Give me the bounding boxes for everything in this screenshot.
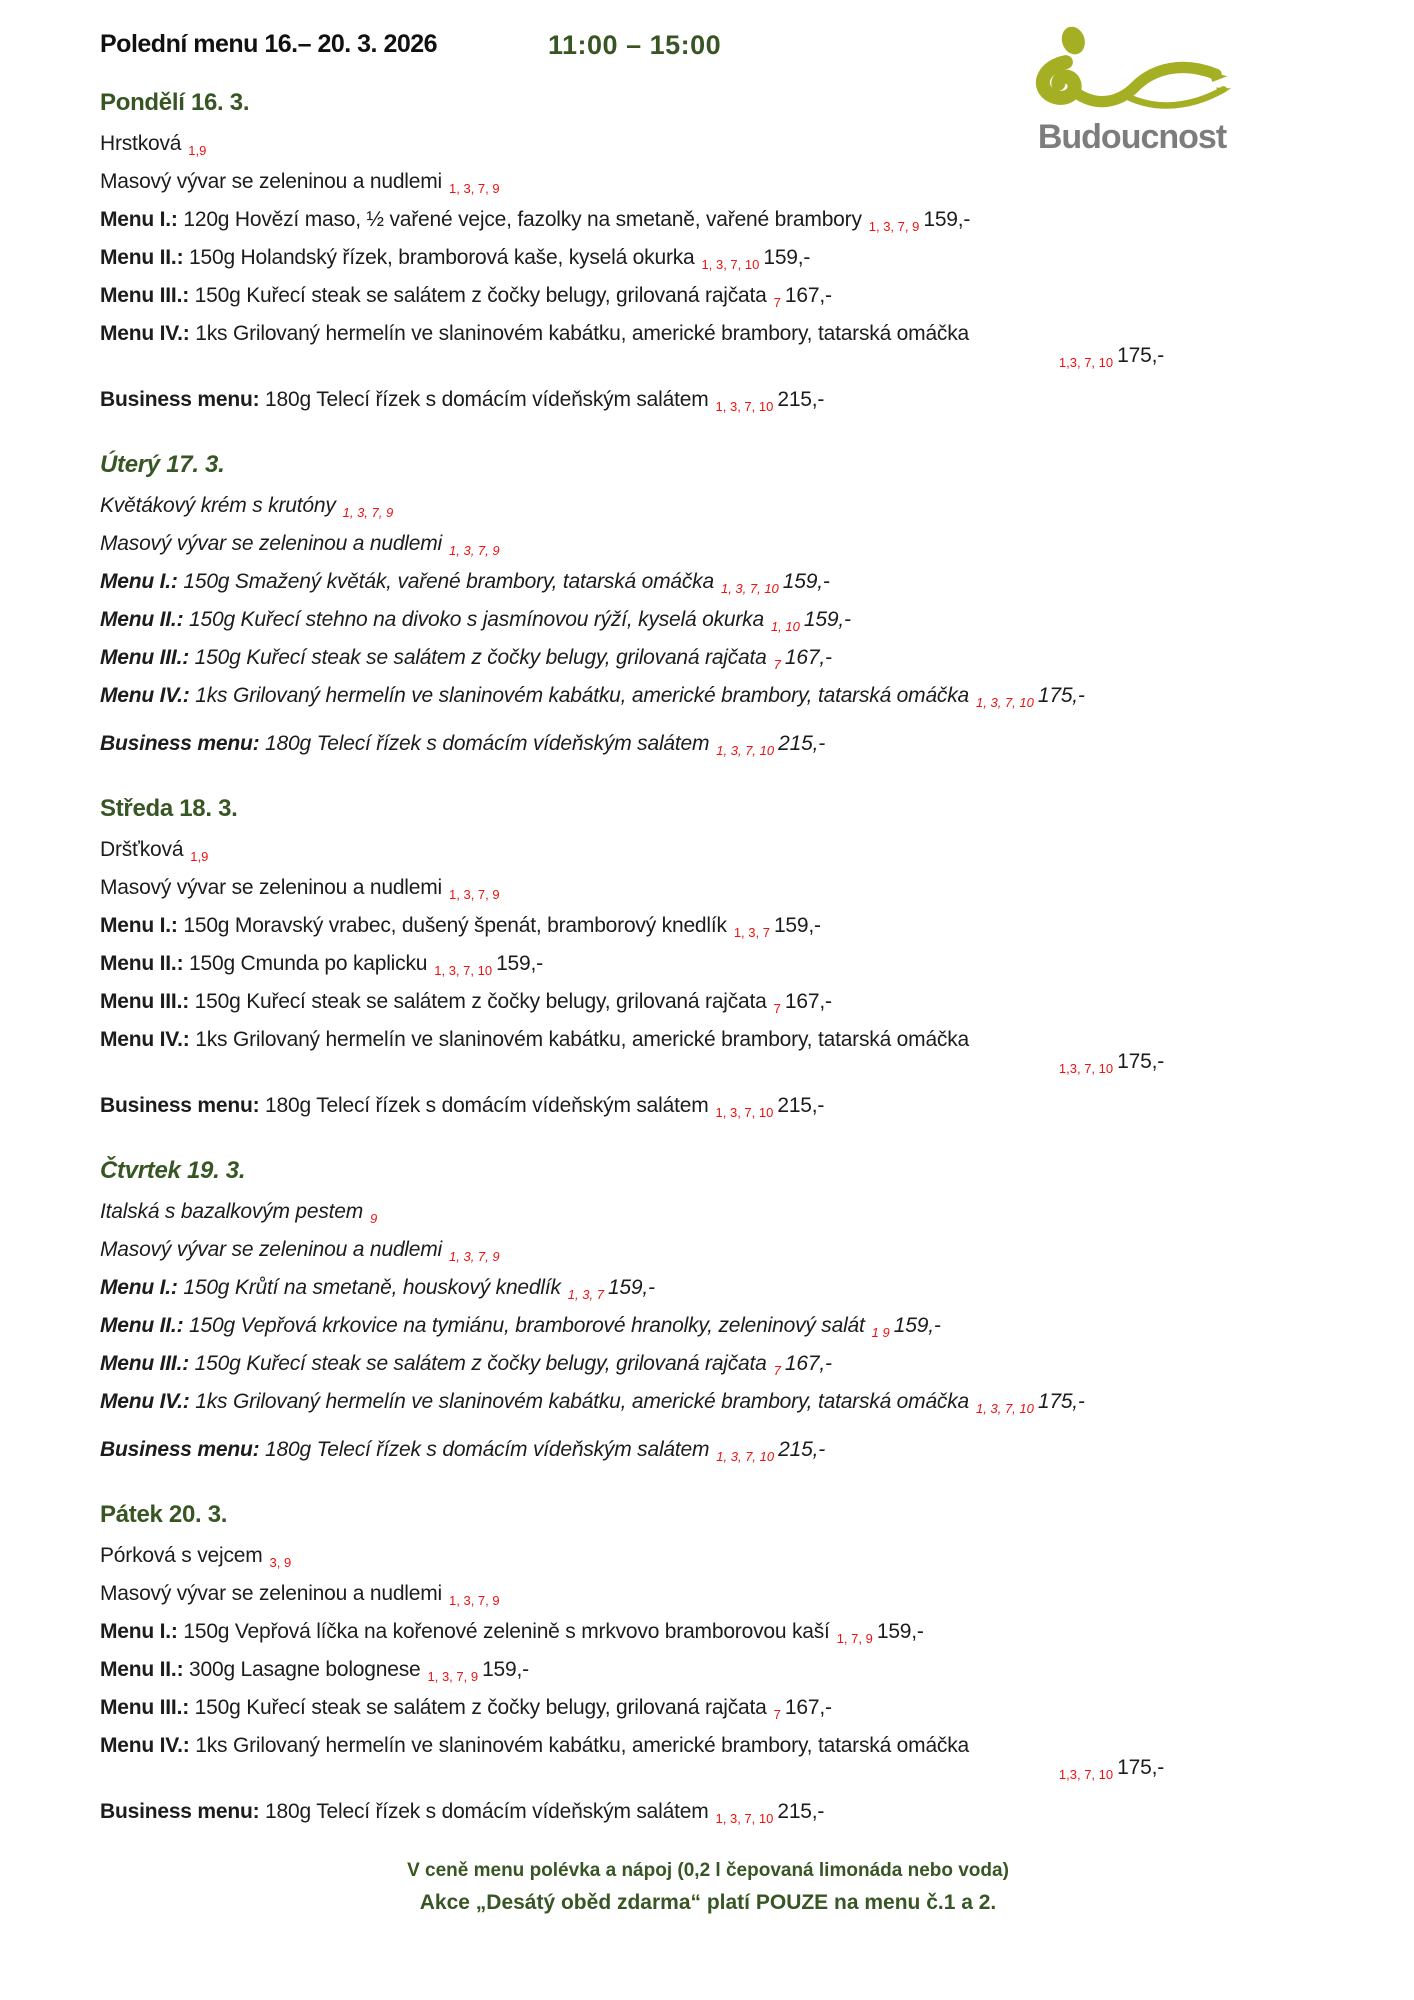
allergen-codes: 1, 3, 7, 10 [976, 695, 1034, 710]
dish-text: Hrstková [100, 132, 182, 155]
dish-text: 180g Telecí řízek s domácím vídeňským salátem [265, 1094, 709, 1117]
menu-label: Menu IV.: [100, 1390, 196, 1413]
menu-label: Menu IV.: [100, 322, 196, 345]
allergen-codes: 1, 3, 7, 9 [449, 181, 500, 196]
dish-text: 150g Cmunda po kaplicku [189, 952, 428, 975]
dish-text: Masový vývar se zeleninou a nudlemi [100, 1238, 443, 1261]
dish-text: 150g Kuřecí steak se salátem z čočky belugy, grilovaná rajčata [194, 990, 767, 1013]
price: 159,- [607, 1276, 655, 1299]
menu-line [100, 1346, 1316, 1384]
menu-line [100, 1794, 1316, 1832]
allergen-codes: 1, 3, 7, 9 [449, 1593, 500, 1608]
allergen-codes: 1, 3, 7, 10 [434, 963, 493, 978]
dish-text: Květákový krém s krutóny [100, 494, 336, 517]
dish-text: 150g Kuřecí steak se salátem z čočky belugy, grilovaná rajčata [194, 1352, 767, 1375]
menu-line [100, 1384, 1316, 1422]
menu-line [100, 278, 1316, 316]
page-title: Polední menu 16.– 20. 3. 2026 [100, 30, 438, 58]
soup-line [100, 1538, 1316, 1576]
menu-label: Menu I.: [100, 1276, 184, 1299]
dish-text: 1ks Grilovaný hermelín ve slaninovém kabátku, americké brambory, tatarská omáčka [195, 1390, 970, 1413]
day-heading: Pondělí 16. 3. [100, 89, 250, 116]
price: 215,- [777, 388, 825, 411]
menu-line [100, 908, 1316, 946]
price: 159,- [782, 570, 830, 593]
allergen-codes: 1, 3, 7, 10 [720, 581, 779, 596]
menu-label: Menu II.: [100, 1314, 189, 1337]
dish-text: 150g Kuřecí steak se salátem z čočky belugy, grilovaná rajčata [194, 1696, 767, 1719]
dropped-price-line [100, 1052, 1316, 1078]
price: 167,- [784, 1352, 832, 1375]
menu-label: Business menu: [100, 1800, 266, 1823]
menu-label: Menu II.: [100, 1658, 189, 1681]
menu-line [100, 1614, 1316, 1652]
menu-label: Business menu: [100, 732, 266, 755]
allergen-codes: 1, 3, 7, 10 [716, 743, 775, 758]
menu-label: Menu IV.: [100, 1028, 196, 1051]
price: 215,- [777, 1800, 825, 1823]
dish-text: 1ks Grilovaný hermelín ve slaninovém kabátku, americké brambory, tatarská omáčka [195, 322, 970, 345]
dish-text: 150g Kuřecí steak se salátem z čočky belugy, grilovaná rajčata [194, 646, 767, 669]
dish-text: Masový vývar se zeleninou a nudlemi [100, 532, 443, 555]
menu-line [100, 1432, 1316, 1470]
menu-line [100, 1088, 1316, 1126]
price: 175,- [1037, 1390, 1085, 1413]
menu-label: Menu I.: [100, 914, 184, 937]
menu-line [100, 1270, 1316, 1308]
menu-label: Menu IV.: [100, 684, 196, 707]
price: 215,- [778, 1438, 825, 1461]
menu-label: Business menu: [100, 388, 266, 411]
dish-text: 180g Telecí řízek s domácím vídeňským salátem [265, 732, 710, 755]
dish-text: 150g Moravský vrabec, dušený špenát, bramborový knedlík [183, 914, 727, 937]
menu-line [100, 240, 1316, 278]
dish-text: 300g Lasagne bolognese [189, 1658, 421, 1681]
dish-text: Masový vývar se zeleninou a nudlemi [100, 170, 443, 193]
allergen-codes: 1, 10 [770, 619, 800, 634]
price: 159,- [773, 914, 821, 937]
dish-text: 150g Kuřecí steak se salátem z čočky belugy, grilovaná rajčata [194, 284, 767, 307]
dish-text: 150g Holandský řízek, bramborová kaše, kyselá okurka [189, 246, 695, 269]
menu-label: Menu III.: [100, 646, 195, 669]
menu-label: Menu III.: [100, 990, 195, 1013]
soup-line [100, 832, 1316, 870]
menu-label: Business menu: [100, 1438, 266, 1461]
allergen-codes: 7 [773, 1001, 781, 1016]
menu-label: Menu I.: [100, 570, 184, 593]
logo-text: Budoucnost [1037, 118, 1227, 156]
allergen-codes: 1,9 [190, 849, 209, 864]
price: 175,- [1037, 684, 1085, 707]
menu-label: Menu II.: [100, 246, 189, 269]
dish-text: 150g Kuřecí stehno na divoko s jasmínovou rýží, kyselá okurka [189, 608, 764, 631]
menu-label: Menu III.: [100, 284, 195, 307]
menu-line [100, 726, 1316, 764]
menu-line [100, 640, 1316, 678]
dish-text: 150g Vepřová líčka na kořenové zelenině s mrkvovo bramborovou kaší [183, 1620, 830, 1643]
dish-text: Masový vývar se zeleninou a nudlemi [100, 1582, 443, 1605]
allergen-codes: 1, 3, 7, 9 [449, 1249, 500, 1264]
allergen-codes: 1, 3, 7, 10 [715, 399, 774, 414]
price: 167,- [784, 990, 832, 1013]
menu-line [100, 984, 1316, 1022]
price: 159,- [763, 246, 811, 269]
allergen-codes: 7 [773, 1363, 781, 1378]
menu-line [100, 1690, 1316, 1728]
day-section [100, 450, 1316, 764]
day-heading: Úterý 17. 3. [100, 451, 225, 478]
menu-line [100, 202, 1316, 240]
price: 175,- [1117, 344, 1164, 367]
menu-line [100, 602, 1316, 640]
price: 167,- [784, 646, 832, 669]
allergen-codes: 1,3, 7, 10 [1058, 1061, 1114, 1076]
menu-line [100, 946, 1316, 984]
menu-line [100, 1728, 1316, 1784]
dish-text: 1ks Grilovaný hermelín ve slaninovém kabátku, americké brambory, tatarská omáčka [195, 1028, 970, 1051]
dish-text: 180g Telecí řízek s domácím vídeňským salátem [265, 1800, 709, 1823]
allergen-codes: 3, 9 [269, 1555, 292, 1570]
allergen-codes: 1, 3, 7, 10 [716, 1449, 775, 1464]
menu-label: Menu II.: [100, 952, 189, 975]
price: 159,- [803, 608, 851, 631]
dish-text: 150g Krůtí na smetaně, houskový knedlík [183, 1276, 561, 1299]
allergen-codes: 7 [773, 295, 781, 310]
menu-label: Menu I.: [100, 1620, 184, 1643]
allergen-codes: 1, 3, 7, 10 [715, 1811, 774, 1826]
price: 159,- [893, 1314, 941, 1337]
menu-line [100, 1022, 1316, 1078]
allergen-codes: 1 9 [871, 1325, 890, 1340]
footer [100, 1858, 1316, 1918]
menu-label: Menu I.: [100, 208, 184, 231]
soup-line [100, 488, 1316, 526]
menu-line [100, 564, 1316, 602]
allergen-codes: 1, 3, 7, 9 [342, 505, 394, 520]
menu-line [100, 1308, 1316, 1346]
soup-line [100, 164, 1316, 202]
allergen-codes: 1, 7, 9 [836, 1631, 873, 1646]
dish-text: 150g Vepřová krkovice na tymiánu, bramborové hranolky, zeleninový salát [189, 1314, 865, 1337]
allergen-codes: 1,3, 7, 10 [1058, 1767, 1114, 1782]
day-heading: Čtvrtek 19. 3. [100, 1157, 246, 1184]
price: 159,- [923, 208, 971, 231]
menu-line [100, 316, 1316, 372]
soup-line [100, 526, 1316, 564]
menu-label: Business menu: [100, 1094, 266, 1117]
price: 159,- [482, 1658, 529, 1681]
menu-document [100, 30, 1316, 1918]
dish-text: 120g Hovězí maso, ½ vařené vejce, fazolky na smetaně, vařené brambory [183, 208, 862, 231]
allergen-codes: 1, 3, 7 [733, 925, 770, 940]
menu-label: Menu II.: [100, 608, 189, 631]
day-sections [100, 88, 1316, 1832]
dish-text: Masový vývar se zeleninou a nudlemi [100, 876, 443, 899]
day-section [100, 1156, 1316, 1470]
dish-text: Italská s bazalkovým pestem [100, 1200, 364, 1223]
footer-note-included: V ceně menu polévka a nápoj (0,2 l čepovaná limonáda nebo voda) [407, 1860, 1009, 1881]
dish-text: 180g Telecí řízek s domácím vídeňským salátem [265, 1438, 710, 1461]
price: 159,- [876, 1620, 924, 1643]
soup-line [100, 1232, 1316, 1270]
soup-line [100, 1576, 1316, 1614]
allergen-codes: 7 [773, 1707, 781, 1722]
dropped-price-line [100, 346, 1316, 372]
footer-note-promo: Akce „Desátý oběd zdarma“ platí POUZE na menu č.1 a 2. [419, 1891, 997, 1914]
price: 215,- [778, 732, 825, 755]
dish-text: 180g Telecí řízek s domácím vídeňským salátem [265, 388, 709, 411]
dish-text: Dršťková [100, 838, 184, 861]
day-section [100, 88, 1316, 420]
day-section [100, 1500, 1316, 1832]
allergen-codes: 1, 3, 7, 9 [449, 543, 500, 558]
soup-line [100, 1194, 1316, 1232]
allergen-codes: 7 [773, 657, 781, 672]
dish-text: 150g Smažený květák, vařené brambory, tatarská omáčka [183, 570, 714, 593]
allergen-codes: 1, 3, 7 [567, 1287, 604, 1302]
soup-line [100, 870, 1316, 908]
opening-hours: 11:00 – 15:00 [548, 30, 722, 60]
header [100, 30, 1316, 70]
menu-line [100, 1652, 1316, 1690]
menu-label: Menu IV.: [100, 1734, 196, 1757]
menu-line [100, 382, 1316, 420]
menu-label: Menu III.: [100, 1352, 195, 1375]
allergen-codes: 1,3, 7, 10 [1058, 355, 1114, 370]
dropped-price-line [100, 1758, 1316, 1784]
day-section [100, 794, 1316, 1126]
allergen-codes: 1, 3, 7, 10 [701, 257, 760, 272]
soup-line [100, 126, 1316, 164]
allergen-codes: 1, 3, 7, 10 [976, 1401, 1034, 1416]
allergen-codes: 1, 3, 7, 9 [449, 887, 500, 902]
dish-text: 1ks Grilovaný hermelín ve slaninovém kabátku, americké brambory, tatarská omáčka [195, 1734, 970, 1757]
menu-label: Menu III.: [100, 1696, 195, 1719]
dish-text: Pórková s vejcem [100, 1544, 263, 1567]
price: 159,- [496, 952, 543, 975]
menu-line [100, 678, 1316, 716]
price: 167,- [784, 1696, 832, 1719]
dish-text: 1ks Grilovaný hermelín ve slaninovém kabátku, americké brambory, tatarská omáčka [195, 684, 970, 707]
allergen-codes: 1, 3, 7, 10 [715, 1105, 774, 1120]
day-heading: Středa 18. 3. [100, 795, 238, 822]
allergen-codes: 1, 3, 7, 9 [868, 219, 920, 234]
price: 167,- [784, 284, 832, 307]
price: 175,- [1117, 1050, 1164, 1073]
allergen-codes: 1, 3, 7, 9 [427, 1669, 479, 1684]
allergen-codes: 9 [370, 1211, 378, 1226]
allergen-codes: 1,9 [188, 143, 207, 158]
day-heading: Pátek 20. 3. [100, 1501, 228, 1528]
price: 215,- [777, 1094, 825, 1117]
price: 175,- [1117, 1756, 1164, 1779]
